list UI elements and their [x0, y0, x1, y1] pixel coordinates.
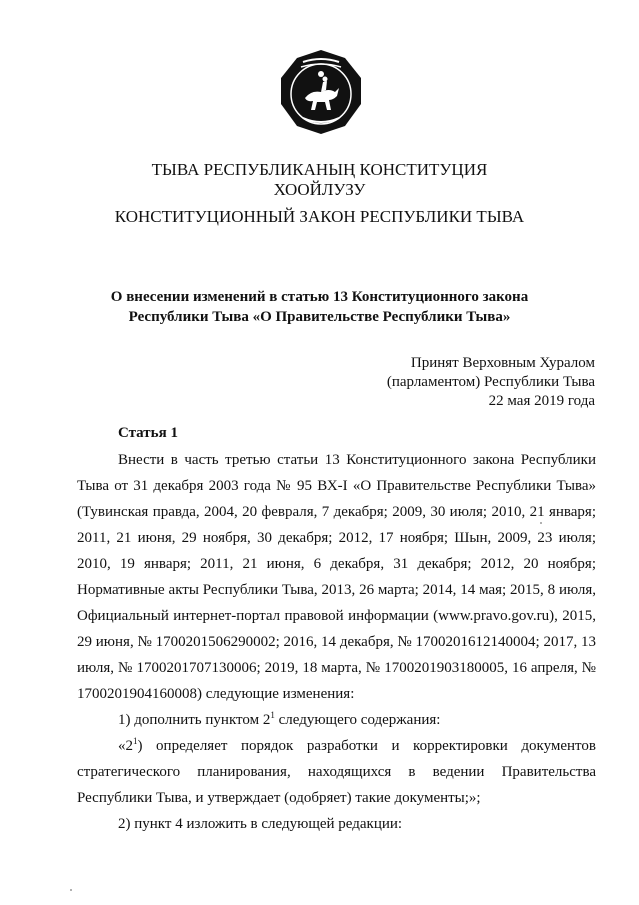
- adoption-line-1: Принят Верховным Хуралом: [410, 355, 595, 371]
- amendment-item-2: 2) пункт 4 изложить в следующей редакции:: [118, 816, 403, 832]
- adoption-block: [295, 354, 595, 411]
- doc-title: [0, 160, 639, 200]
- tuva-coat-of-arms-icon: [277, 48, 365, 136]
- amendment-item-1: 1) дополнить пунктом $2^1$ следующего содержания:: [118, 710, 441, 728]
- law-type-heading: КОНСТИТУЦИОННЫЙ ЗАКОН РЕСПУБЛИКИ ТЫВА: [114, 207, 525, 226]
- amendment-quote: «$2^1$) определяет порядок разработки и корректировки документов стратегического планирования, находящихся в ведении Правительства Республики Тыва, и утверждает (одобряет) такие документы;»;: [77, 736, 596, 806]
- title-line-1: ТЫВА РЕСПУБЛИКАНЫҢ КОНСТИТУЦИЯ: [151, 160, 488, 179]
- article-heading: Статья 1: [118, 425, 178, 441]
- article-paragraph-1: Внести в часть третью статьи 13 Конституционного закона Республики Тыва от 31 декабря 2003 года № 95 ВХ-I «О Правительстве Республики Тыва» (Тувинская правда, 2004, 20 февраля, 7 декабря; 2009, 30 июля; 2010, 21 января; 2011, 21 июня, 29 ноября, 30 декабря; 2012, 17 ноября; Шын, 2009, 23 июля; 2010, 19 января; 2011, 21 июня, 6 декабря, 31 декабря; 2012, 20 ноября; Нормативные акты Республики Тыва, 2013, 26 марта; 2014, 14 мая; 2015, 8 июля, Официальный интернет-портал правовой информации (www.pravo.gov.ru), 2015, 29 июня, № 1700201506290002; 2016, 14 декабря, № 1700201612140004; 2017, 13 июля, № 1700201707130006; 2019, 18 марта, № 1700201903180005, 16 апреля, № 1700201904160008) следующие изменения:: [77, 452, 596, 702]
- subject-line-2: Республики Тыва «О Правительстве Республики Тыва»: [128, 309, 511, 325]
- adoption-line-2: (парламентом) Республики Тыва: [386, 374, 595, 390]
- article-body: [77, 447, 596, 837]
- scan-speck: [540, 522, 542, 524]
- adoption-date: 22 мая 2019 года: [488, 393, 595, 409]
- title-line-2: ХООЙЛУЗУ: [273, 180, 366, 199]
- subject-line-1: О внесении изменений в статью 13 Конституционного закона: [110, 289, 529, 305]
- law-subject: [0, 287, 639, 327]
- scan-speck: [70, 889, 72, 891]
